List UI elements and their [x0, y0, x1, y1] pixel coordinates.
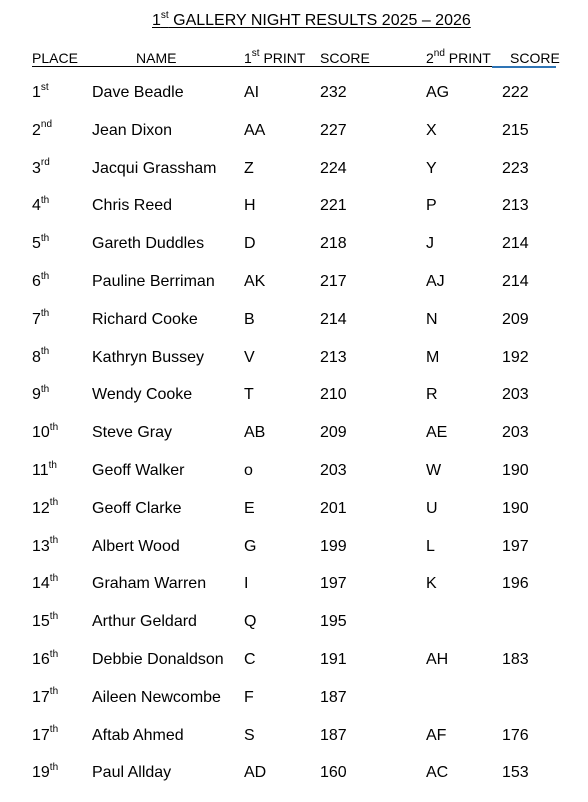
score1-cell: 210: [320, 386, 347, 404]
print2-cell: AC: [426, 764, 449, 782]
table-row: [0, 232, 588, 273]
table-row: [0, 459, 588, 500]
score1-cell: 224: [320, 159, 347, 177]
place-cell: [32, 81, 49, 102]
page-title: [152, 9, 471, 30]
score1-cell: 213: [320, 348, 347, 366]
place-number: 10: [32, 424, 50, 442]
print2-cell: W: [426, 461, 442, 479]
name-cell: Geoff Clarke: [92, 499, 182, 517]
place-number: 5: [32, 235, 41, 253]
print1-cell: S: [244, 726, 255, 744]
place-suffix: th: [49, 648, 59, 660]
score2-cell: 213: [502, 197, 529, 215]
place-cell: [32, 686, 59, 707]
name-cell: Jean Dixon: [92, 121, 173, 139]
print2-cell: AH: [426, 650, 449, 668]
place-suffix: th: [49, 573, 59, 585]
place-suffix: th: [49, 762, 59, 774]
place-number: 14: [32, 575, 50, 593]
table-row: [0, 270, 588, 311]
print1-cell: B: [244, 310, 255, 328]
score2-cell: 214: [502, 272, 529, 290]
name-cell: Geoff Walker: [92, 461, 185, 479]
place-number: 1: [32, 84, 41, 101]
print1-cell: AB: [244, 424, 266, 442]
place-number: 9: [32, 386, 41, 404]
print2-cell: J: [426, 235, 434, 253]
table-row: [0, 575, 588, 613]
table-row: [0, 648, 588, 689]
name-cell: Dave Beadle: [92, 84, 184, 101]
place-suffix: nd: [40, 119, 53, 131]
place-number: 17: [32, 688, 50, 706]
name-cell: Steve Gray: [92, 424, 173, 442]
print2-cell: M: [426, 348, 440, 366]
header-score1: SCORE: [320, 50, 370, 66]
score2-cell: 183: [502, 650, 529, 668]
table-row: [0, 535, 588, 576]
score1-cell: 187: [320, 726, 347, 744]
header-print1-num: 1: [244, 50, 252, 66]
place-cell: [32, 421, 59, 442]
name-cell: Paul Allday: [92, 764, 172, 782]
score2-cell: 215: [502, 121, 529, 139]
header-print2-text: PRINT: [444, 50, 491, 66]
place-suffix: th: [49, 421, 59, 433]
header-print2-num: 2: [426, 50, 434, 66]
print1-cell: I: [244, 575, 249, 593]
place-suffix: th: [49, 610, 59, 622]
name-cell: Richard Cooke: [92, 310, 198, 328]
place-cell: [32, 459, 57, 480]
table-row: [0, 157, 588, 198]
score2-cell: 196: [502, 575, 529, 593]
place-cell: [32, 197, 49, 215]
header-print2: [426, 50, 491, 66]
score2-cell: 203: [502, 424, 529, 442]
print1-cell: T: [244, 386, 254, 404]
score1-cell: 232: [320, 84, 347, 101]
print1-cell: G: [244, 537, 257, 555]
score2-cell: 197: [502, 537, 529, 555]
print2-cell: R: [426, 386, 438, 404]
place-number: 11: [32, 461, 49, 479]
table-row: [0, 686, 588, 727]
header-print1-sup: st: [251, 48, 260, 60]
print1-cell: o: [244, 461, 253, 479]
name-cell: Gareth Duddles: [92, 235, 205, 253]
print1-cell: E: [244, 499, 255, 517]
title-text: GALLERY NIGHT RESULTS 2025 – 2026: [168, 12, 471, 29]
place-suffix: th: [40, 195, 50, 207]
score1-cell: 201: [320, 499, 347, 517]
name-cell: Albert Wood: [92, 537, 180, 555]
table-row: [0, 346, 588, 387]
place-number: 19: [32, 764, 50, 782]
place-cell: [32, 157, 50, 178]
name-cell: Graham Warren: [92, 575, 207, 593]
header-print1-text: PRINT: [259, 50, 306, 66]
print1-cell: Q: [244, 613, 257, 631]
name-cell: Kathryn Bussey: [92, 348, 205, 366]
print1-cell: AK: [244, 272, 266, 290]
score1-cell: 227: [320, 121, 347, 139]
name-cell: Pauline Berriman: [92, 272, 215, 290]
score1-cell: 203: [320, 461, 347, 479]
table-row: [0, 119, 588, 160]
score2-cell: 214: [502, 235, 529, 253]
header-score2: SCORE: [510, 50, 560, 66]
place-number: 4: [32, 197, 41, 215]
place-cell: [32, 308, 50, 329]
place-number: 12: [32, 499, 50, 517]
place-cell: [32, 386, 49, 404]
score1-cell: 195: [320, 613, 347, 631]
score1-cell: 197: [320, 575, 347, 593]
score1-cell: 199: [320, 537, 347, 555]
name-cell: Jacqui Grassham: [92, 159, 217, 177]
print2-cell: AF: [426, 726, 447, 744]
print1-cell: V: [244, 348, 255, 366]
score2-cell: 190: [502, 499, 529, 517]
place-number: 3: [32, 159, 41, 177]
place-number: 8: [32, 348, 41, 366]
print1-cell: D: [244, 235, 256, 253]
score1-cell: 217: [320, 272, 347, 290]
print2-cell: X: [426, 121, 437, 139]
score1-cell: 218: [320, 235, 347, 253]
table-row: [0, 308, 588, 349]
place-cell: [32, 535, 59, 556]
header-print1: [244, 50, 305, 66]
print2-cell: AJ: [426, 272, 445, 290]
place-cell: [32, 497, 59, 518]
print1-cell: AD: [244, 764, 267, 782]
place-suffix: st: [40, 81, 49, 93]
title-ordinal-suffix: st: [160, 9, 169, 21]
name-cell: Aileen Newcombe: [92, 688, 221, 706]
place-suffix: rd: [40, 157, 50, 169]
place-suffix: th: [40, 270, 50, 282]
name-cell: Wendy Cooke: [92, 386, 193, 404]
table-row: [0, 81, 588, 122]
score1-cell: 187: [320, 688, 347, 706]
place-cell: [32, 270, 50, 291]
place-suffix: th: [49, 724, 59, 736]
place-suffix: th: [49, 535, 59, 547]
place-number: 16: [32, 650, 50, 668]
print2-cell: U: [426, 499, 438, 517]
print2-cell: P: [426, 197, 437, 215]
place-suffix: th: [40, 308, 50, 320]
table-row: [0, 386, 588, 424]
print1-cell: H: [244, 197, 256, 215]
header-name: NAME: [136, 50, 177, 66]
score2-cell: 153: [502, 764, 529, 782]
name-cell: Arthur Geldard: [92, 613, 197, 631]
print2-cell: L: [426, 537, 435, 555]
place-cell: [32, 764, 58, 782]
place-cell: [32, 346, 50, 367]
print1-cell: AA: [244, 121, 266, 139]
header-print2-sup: nd: [433, 48, 445, 60]
print2-cell: K: [426, 575, 437, 593]
print2-cell: AE: [426, 424, 448, 442]
table-row: [0, 421, 588, 462]
table-row: [0, 497, 588, 538]
table-row: [0, 610, 588, 651]
print1-cell: AI: [244, 84, 260, 101]
table-row: [0, 764, 588, 802]
place-number: 13: [32, 537, 50, 555]
name-cell: Debbie Donaldson: [92, 650, 224, 668]
place-suffix: th: [40, 384, 50, 396]
score2-cell: 190: [502, 461, 529, 479]
score2-cell: 209: [502, 310, 529, 328]
print2-cell: N: [426, 310, 438, 328]
place-suffix: th: [49, 497, 59, 509]
score2-cell: 176: [502, 726, 529, 744]
place-cell: [32, 119, 53, 140]
score2-cell: 203: [502, 386, 529, 404]
print2-cell: AG: [426, 84, 450, 101]
name-cell: Aftab Ahmed: [92, 726, 184, 744]
print1-cell: C: [244, 650, 256, 668]
print2-cell: Y: [426, 159, 437, 177]
place-number: 15: [32, 613, 50, 631]
print1-cell: Z: [244, 159, 254, 177]
place-cell: [32, 610, 59, 631]
header-underline: [32, 66, 492, 67]
place-suffix: th: [40, 232, 50, 244]
table-row: [0, 197, 588, 235]
place-suffix: th: [49, 686, 59, 698]
score1-cell: 209: [320, 424, 347, 442]
place-number: 7: [32, 310, 41, 328]
header-score2-underline: [492, 66, 556, 68]
place-suffix: th: [48, 459, 57, 471]
results-table: [0, 81, 588, 802]
place-cell: [32, 575, 58, 593]
place-number: 17: [32, 726, 50, 744]
title-ordinal: 1: [152, 12, 161, 29]
score1-cell: 160: [320, 764, 347, 782]
score1-cell: 214: [320, 310, 347, 328]
header-place: PLACE: [32, 50, 78, 66]
place-number: 6: [32, 272, 41, 290]
table-row: [0, 724, 588, 765]
place-cell: [32, 724, 59, 745]
print1-cell: F: [244, 688, 254, 706]
place-suffix: th: [40, 346, 50, 358]
score2-cell: 192: [502, 348, 529, 366]
score1-cell: 191: [320, 650, 347, 668]
name-cell: Chris Reed: [92, 197, 173, 215]
score2-cell: 222: [502, 84, 529, 101]
place-cell: [32, 648, 59, 669]
place-number: 2: [32, 121, 41, 139]
score2-cell: 223: [502, 159, 529, 177]
place-cell: [32, 232, 50, 253]
score1-cell: 221: [320, 197, 347, 215]
